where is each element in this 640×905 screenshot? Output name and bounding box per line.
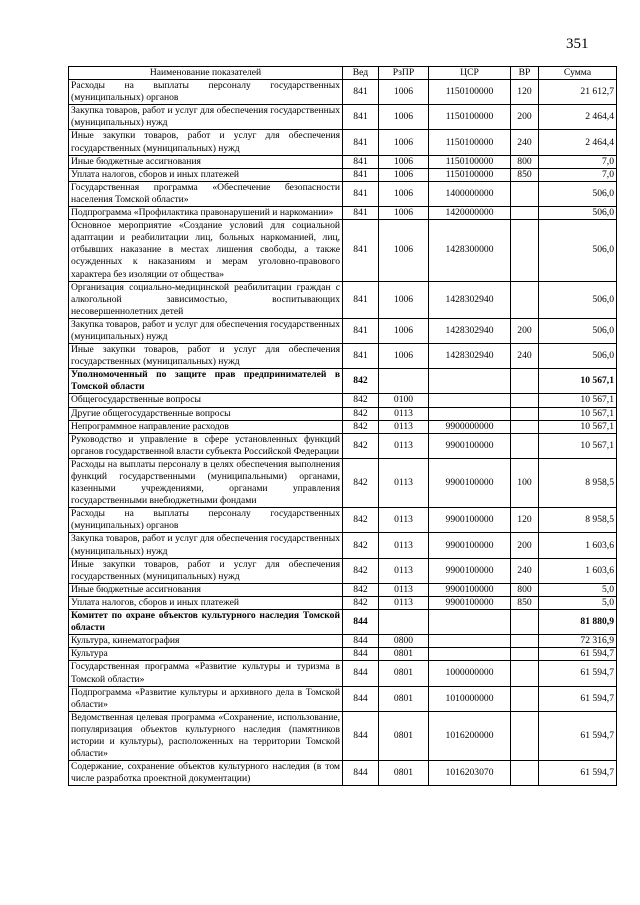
row-rzpr: 0801 [379, 648, 429, 661]
table-row [69, 508, 617, 533]
row-vr: 120 [511, 80, 539, 105]
row-name: Уполномоченный по защите прав предпринимателей в Томской области [69, 369, 343, 394]
row-ved: 841 [343, 181, 379, 206]
row-ved: 841 [343, 207, 379, 220]
row-vr [511, 220, 539, 281]
row-sum: 61 594,7 [539, 686, 617, 711]
row-name: Иные закупки товаров, работ и услуг для обеспечения государственных (муниципальных) нужд [69, 558, 343, 583]
row-ved: 842 [343, 533, 379, 558]
row-vr: 240 [511, 344, 539, 369]
row-sum: 7,0 [539, 168, 617, 181]
row-csr [429, 648, 511, 661]
row-ved: 842 [343, 394, 379, 407]
row-name: Ведомственная целевая программа «Сохранение, использование, популяризация объектов культурного наследия (памятников истории и культуры), расположенных на территории Томской области» [69, 711, 343, 760]
table-row [69, 220, 617, 281]
row-csr: 1428302940 [429, 281, 511, 318]
row-rzpr: 0113 [379, 533, 429, 558]
row-name: Непрограммное направление расходов [69, 420, 343, 433]
row-csr: 9900100000 [429, 458, 511, 507]
row-csr: 1010000000 [429, 686, 511, 711]
row-sum: 506,0 [539, 344, 617, 369]
row-sum: 7,0 [539, 155, 617, 168]
row-rzpr: 0113 [379, 558, 429, 583]
row-csr: 9900100000 [429, 558, 511, 583]
row-sum: 10 567,1 [539, 394, 617, 407]
row-rzpr: 1006 [379, 130, 429, 155]
row-ved: 844 [343, 661, 379, 686]
row-ved: 842 [343, 458, 379, 507]
row-csr: 9900100000 [429, 433, 511, 458]
table-row [69, 181, 617, 206]
row-vr: 240 [511, 130, 539, 155]
row-name: Содержание, сохранение объектов культурного наследия (в том числе разработка проектной документации) [69, 761, 343, 786]
table-row [69, 281, 617, 318]
row-csr: 1000000000 [429, 661, 511, 686]
row-vr [511, 433, 539, 458]
table-row [69, 433, 617, 458]
row-csr: 1150100000 [429, 130, 511, 155]
row-vr [511, 407, 539, 420]
row-csr [429, 369, 511, 394]
table-row [69, 407, 617, 420]
row-vr: 850 [511, 168, 539, 181]
row-vr [511, 686, 539, 711]
row-vr: 120 [511, 508, 539, 533]
row-sum: 5,0 [539, 596, 617, 609]
row-ved: 841 [343, 105, 379, 130]
row-vr: 100 [511, 458, 539, 507]
row-rzpr: 0113 [379, 596, 429, 609]
row-name: Комитет по охране объектов культурного наследия Томской области [69, 610, 343, 635]
row-ved: 841 [343, 155, 379, 168]
row-ved: 844 [343, 761, 379, 786]
row-name: Культура, кинематография [69, 635, 343, 648]
row-name: Государственная программа «Развитие культуры и туризма в Томской области» [69, 661, 343, 686]
table-row [69, 686, 617, 711]
row-rzpr: 1006 [379, 207, 429, 220]
row-ved: 842 [343, 433, 379, 458]
row-ved: 844 [343, 711, 379, 760]
row-sum: 8 958,5 [539, 458, 617, 507]
row-vr [511, 394, 539, 407]
row-rzpr: 0800 [379, 635, 429, 648]
table-row [69, 130, 617, 155]
row-name: Иные закупки товаров, работ и услуг для обеспечения государственных (муниципальных) нужд [69, 344, 343, 369]
header-csr: ЦСР [429, 67, 511, 80]
row-sum: 61 594,7 [539, 661, 617, 686]
row-rzpr [379, 610, 429, 635]
row-name: Другие общегосударственные вопросы [69, 407, 343, 420]
row-rzpr: 0801 [379, 686, 429, 711]
row-vr [511, 369, 539, 394]
row-rzpr: 0801 [379, 661, 429, 686]
row-ved: 842 [343, 596, 379, 609]
row-vr [511, 648, 539, 661]
row-ved: 844 [343, 648, 379, 661]
row-sum: 10 567,1 [539, 420, 617, 433]
row-rzpr: 1006 [379, 281, 429, 318]
row-name: Расходы на выплаты персоналу в целях обеспечения выполнения функций государственными (муниципальными) органами, казенными учреждениями, органами управления государственными внебюджетными фондами [69, 458, 343, 507]
table-row [69, 610, 617, 635]
row-csr: 1016200000 [429, 711, 511, 760]
row-name: Культура [69, 648, 343, 661]
table-row [69, 583, 617, 596]
table-row [69, 105, 617, 130]
row-sum: 61 594,7 [539, 761, 617, 786]
row-sum: 81 880,9 [539, 610, 617, 635]
row-csr: 1428302940 [429, 318, 511, 343]
row-name: Закупка товаров, работ и услуг для обеспечения государственных (муниципальных) нужд [69, 533, 343, 558]
row-ved: 841 [343, 344, 379, 369]
table-row [69, 80, 617, 105]
row-csr: 9900100000 [429, 533, 511, 558]
row-csr [429, 407, 511, 420]
row-ved: 841 [343, 318, 379, 343]
row-sum: 1 603,6 [539, 558, 617, 583]
row-rzpr: 0113 [379, 420, 429, 433]
row-rzpr: 0113 [379, 508, 429, 533]
row-vr: 800 [511, 583, 539, 596]
row-ved: 841 [343, 168, 379, 181]
row-ved: 844 [343, 610, 379, 635]
page-number: 351 [566, 36, 589, 52]
row-csr: 1428302940 [429, 344, 511, 369]
table-row [69, 207, 617, 220]
row-rzpr: 0801 [379, 761, 429, 786]
table-row [69, 420, 617, 433]
row-name: Руководство и управление в сфере установленных функций органов государственной власти субъекта Российской Федерации [69, 433, 343, 458]
row-rzpr: 0113 [379, 458, 429, 507]
row-sum: 61 594,7 [539, 711, 617, 760]
row-ved: 842 [343, 508, 379, 533]
row-name: Подпрограмма «Развитие культуры и архивного дела в Томской области» [69, 686, 343, 711]
row-vr [511, 761, 539, 786]
table-row [69, 558, 617, 583]
row-vr [511, 610, 539, 635]
row-csr [429, 635, 511, 648]
table-row [69, 661, 617, 686]
row-vr: 850 [511, 596, 539, 609]
row-rzpr: 0113 [379, 407, 429, 420]
row-ved: 841 [343, 80, 379, 105]
row-sum: 506,0 [539, 181, 617, 206]
row-rzpr [379, 369, 429, 394]
row-rzpr: 1006 [379, 344, 429, 369]
row-vr [511, 181, 539, 206]
row-ved: 842 [343, 407, 379, 420]
row-sum: 72 316,9 [539, 635, 617, 648]
row-rzpr: 0113 [379, 583, 429, 596]
row-vr: 240 [511, 558, 539, 583]
table-row [69, 711, 617, 760]
row-sum: 506,0 [539, 207, 617, 220]
row-name: Организация социально-медицинской реабилитации граждан с алкогольной зависимостью, воспитывающих несовершеннолетних детей [69, 281, 343, 318]
table-row [69, 344, 617, 369]
header-ved: Вед [343, 67, 379, 80]
row-ved: 842 [343, 558, 379, 583]
row-sum: 10 567,1 [539, 407, 617, 420]
row-csr: 9900100000 [429, 596, 511, 609]
row-sum: 2 464,4 [539, 105, 617, 130]
row-name: Общегосударственные вопросы [69, 394, 343, 407]
row-sum: 1 603,6 [539, 533, 617, 558]
row-name: Уплата налогов, сборов и иных платежей [69, 596, 343, 609]
table-row [69, 369, 617, 394]
table-row [69, 458, 617, 507]
table-row [69, 761, 617, 786]
row-vr [511, 207, 539, 220]
row-vr [511, 711, 539, 760]
row-csr: 1400000000 [429, 181, 511, 206]
row-csr: 1428300000 [429, 220, 511, 281]
row-name: Закупка товаров, работ и услуг для обеспечения государственных (муниципальных) нужд [69, 105, 343, 130]
row-vr: 200 [511, 318, 539, 343]
header-vr: ВР [511, 67, 539, 80]
row-rzpr: 0801 [379, 711, 429, 760]
row-rzpr: 1006 [379, 155, 429, 168]
row-csr [429, 610, 511, 635]
row-sum: 61 594,7 [539, 648, 617, 661]
row-ved: 842 [343, 583, 379, 596]
row-name: Закупка товаров, работ и услуг для обеспечения государственных (муниципальных) нужд [69, 318, 343, 343]
row-csr [429, 394, 511, 407]
header-name: Наименование показателей [69, 67, 343, 80]
row-name: Уплата налогов, сборов и иных платежей [69, 168, 343, 181]
row-name: Государственная программа «Обеспечение безопасности населения Томской области» [69, 181, 343, 206]
row-vr [511, 661, 539, 686]
row-csr: 1150100000 [429, 105, 511, 130]
table-row [69, 155, 617, 168]
row-sum: 2 464,4 [539, 130, 617, 155]
row-sum: 506,0 [539, 220, 617, 281]
row-rzpr: 1006 [379, 168, 429, 181]
row-name: Расходы на выплаты персоналу государственных (муниципальных) органов [69, 80, 343, 105]
row-vr [511, 420, 539, 433]
row-sum: 5,0 [539, 583, 617, 596]
table-row [69, 394, 617, 407]
row-vr: 800 [511, 155, 539, 168]
row-csr: 9900100000 [429, 583, 511, 596]
row-name: Иные закупки товаров, работ и услуг для обеспечения государственных (муниципальных) нужд [69, 130, 343, 155]
table-row [69, 648, 617, 661]
row-vr [511, 281, 539, 318]
row-rzpr: 1006 [379, 318, 429, 343]
row-name: Расходы на выплаты персоналу государственных (муниципальных) органов [69, 508, 343, 533]
row-sum: 10 567,1 [539, 433, 617, 458]
row-vr [511, 635, 539, 648]
row-csr: 1150100000 [429, 168, 511, 181]
row-rzpr: 1006 [379, 80, 429, 105]
table-row [69, 533, 617, 558]
row-name: Иные бюджетные ассигнования [69, 583, 343, 596]
header-sum: Сумма [539, 67, 617, 80]
row-ved: 841 [343, 130, 379, 155]
table-row [69, 168, 617, 181]
table-row [69, 318, 617, 343]
row-ved: 842 [343, 420, 379, 433]
row-name: Подпрограмма «Профилактика правонарушений и наркомании» [69, 207, 343, 220]
row-sum: 21 612,7 [539, 80, 617, 105]
row-ved: 842 [343, 369, 379, 394]
row-sum: 10 567,1 [539, 369, 617, 394]
row-vr: 200 [511, 105, 539, 130]
row-name: Иные бюджетные ассигнования [69, 155, 343, 168]
row-csr: 1016203070 [429, 761, 511, 786]
row-csr: 1150100000 [429, 155, 511, 168]
row-ved: 844 [343, 686, 379, 711]
row-csr: 9900100000 [429, 508, 511, 533]
row-rzpr: 1006 [379, 220, 429, 281]
budget-table [68, 66, 617, 786]
row-ved: 841 [343, 220, 379, 281]
row-name: Основное мероприятие «Создание условий для социальной адаптации и реабилитации лиц, больных наркоманией, лиц, отбывших наказание в местах лишения свободы, а также осужденных к наказаниям и мерам уголовно-правового характера без изоляции от общества» [69, 220, 343, 281]
table-row [69, 596, 617, 609]
row-csr: 1150100000 [429, 80, 511, 105]
row-rzpr: 0113 [379, 433, 429, 458]
row-sum: 506,0 [539, 281, 617, 318]
table-body [69, 80, 617, 786]
row-ved: 844 [343, 635, 379, 648]
table-header-row [69, 67, 617, 80]
row-rzpr: 0100 [379, 394, 429, 407]
row-csr: 1420000000 [429, 207, 511, 220]
table-row [69, 635, 617, 648]
row-rzpr: 1006 [379, 181, 429, 206]
header-rzpr: РзПР [379, 67, 429, 80]
row-rzpr: 1006 [379, 105, 429, 130]
row-ved: 841 [343, 281, 379, 318]
row-csr: 9900000000 [429, 420, 511, 433]
row-sum: 506,0 [539, 318, 617, 343]
row-vr: 200 [511, 533, 539, 558]
row-sum: 8 958,5 [539, 508, 617, 533]
